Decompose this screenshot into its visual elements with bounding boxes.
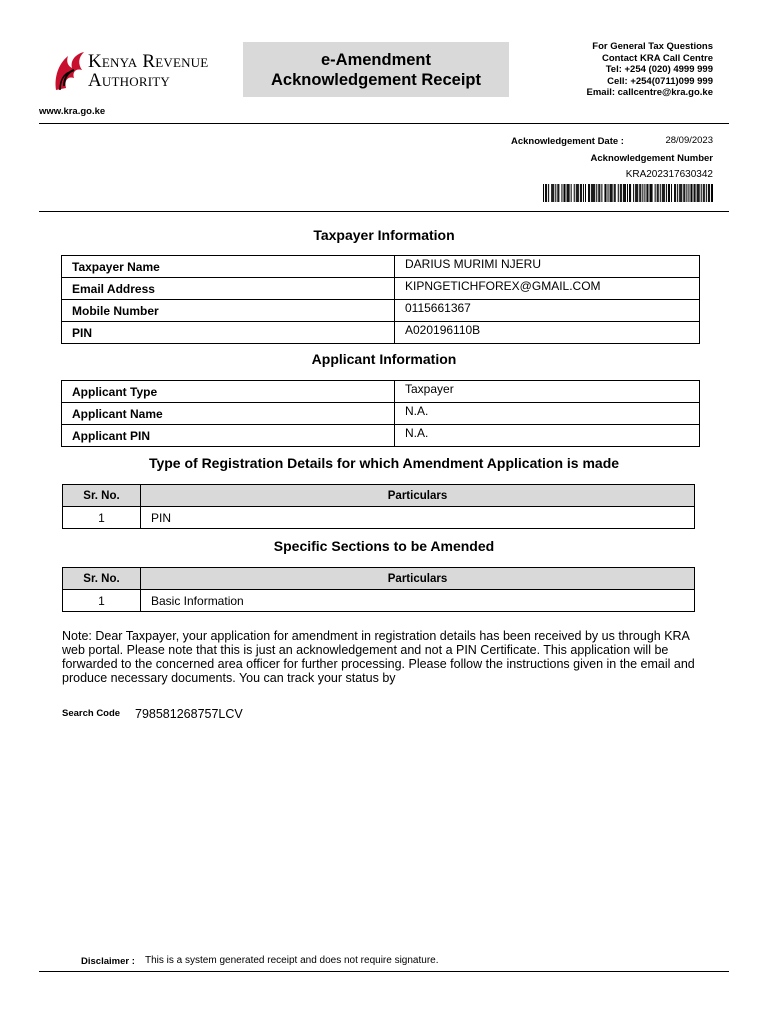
barcode-bar: [657, 184, 658, 202]
row-value: Taxpayer: [395, 381, 700, 403]
barcode: [543, 184, 713, 202]
barcode-bar: [553, 184, 554, 202]
barcode-bar: [567, 184, 568, 202]
row-value: DARIUS MURIMI NJERU: [395, 256, 700, 278]
barcode-bar: [620, 184, 621, 202]
barcode-bar: [704, 184, 705, 202]
col-header-particulars: Particulars: [141, 485, 695, 507]
barcode-bar: [630, 184, 631, 202]
barcode-bar: [578, 184, 579, 202]
barcode-bar: [583, 184, 584, 202]
barcode-bar: [697, 184, 698, 202]
contact-line: Contact KRA Call Centre: [601, 52, 713, 64]
ack-number-value: KRA202317630342: [625, 169, 713, 180]
org-name-line2: Authority: [88, 70, 170, 91]
barcode-bar: [650, 184, 651, 202]
barcode-bar: [555, 184, 556, 202]
barcode-bar: [577, 184, 578, 202]
barcode-bar: [557, 184, 558, 202]
barcode-bar: [585, 184, 586, 202]
barcode-bar: [618, 184, 619, 202]
barcode-bar: [601, 184, 602, 202]
contact-line: For General Tax Questions: [592, 41, 713, 52]
barcode-bar: [675, 184, 676, 202]
row-label: Applicant Name: [62, 403, 395, 425]
taxpayer-section-title: Taxpayer Information: [313, 227, 455, 243]
barcode-bar: [668, 184, 669, 202]
row-value: N.A.: [395, 403, 700, 425]
barcode-bar: [548, 184, 549, 202]
barcode-bar: [604, 184, 605, 202]
barcode-bar: [708, 184, 709, 202]
barcode-bar: [694, 184, 695, 202]
barcode-bar: [568, 184, 569, 202]
barcode-bar: [669, 184, 670, 202]
barcode-bar: [709, 184, 710, 202]
table-row: [62, 403, 700, 425]
barcode-bar: [666, 184, 667, 202]
row-label: Mobile Number: [62, 300, 395, 322]
row-value: KIPNGETICHFOREX@GMAIL.COM: [395, 278, 700, 300]
barcode-bar: [698, 184, 699, 202]
ack-date-label: Acknowledgement Date :: [511, 136, 624, 147]
barcode-bar: [569, 184, 570, 202]
sections-table: [62, 567, 695, 612]
barcode-bar: [660, 184, 661, 202]
row-value: A020196110B: [395, 322, 700, 344]
search-code-value: 798581268757LCV: [135, 707, 243, 721]
barcode-bar: [674, 184, 675, 202]
sections-section-title: Specific Sections to be Amended: [273, 538, 495, 554]
taxpayer-table: [61, 255, 700, 344]
barcode-bar: [677, 184, 678, 202]
row-label: Taxpayer Name: [62, 256, 395, 278]
barcode-bar: [571, 184, 572, 202]
contact-email: Email: callcentre@kra.go.ke: [586, 87, 713, 98]
barcode-bar: [671, 184, 672, 202]
barcode-bar: [574, 184, 575, 202]
cell-sr: 1: [63, 590, 141, 612]
barcode-bar: [651, 184, 652, 202]
barcode-bar: [652, 184, 653, 202]
barcode-bar: [627, 184, 628, 202]
barcode-bar: [565, 184, 566, 202]
barcode-bar: [561, 184, 562, 202]
barcode-bar: [647, 184, 648, 202]
contact-block: [587, 41, 714, 99]
barcode-bar: [636, 184, 637, 202]
table-row: [62, 381, 700, 403]
barcode-bar: [699, 184, 700, 202]
barcode-bar: [599, 184, 600, 202]
col-header-sr: Sr. No.: [63, 485, 141, 507]
cell-particulars: Basic Information: [141, 590, 695, 612]
barcode-bar: [625, 184, 626, 202]
table-row: [62, 322, 700, 344]
barcode-bar: [610, 184, 611, 202]
table-row: [63, 590, 695, 612]
applicant-section-title: Applicant Information: [311, 351, 457, 367]
barcode-bar: [588, 184, 589, 202]
receipt-title: [243, 42, 509, 97]
barcode-bar: [593, 184, 594, 202]
barcode-bar: [576, 184, 577, 202]
search-code-label: Search Code: [62, 708, 121, 719]
barcode-bar: [623, 184, 624, 202]
barcode-bar: [558, 184, 559, 202]
registration-table: [62, 484, 695, 529]
cell-sr: 1: [63, 507, 141, 529]
contact-phone: Tel: +254 (020) 4999 999: [605, 64, 713, 75]
ack-date-value: 28/09/2023: [665, 135, 713, 146]
contact-cell: Cell: +254(0711)099 999: [607, 75, 713, 87]
barcode-bar: [658, 184, 659, 202]
barcode-bar: [644, 184, 645, 202]
barcode-bar: [663, 184, 664, 202]
barcode-bar: [664, 184, 665, 202]
ack-number-label: Acknowledgement Number: [590, 153, 713, 164]
row-label: Applicant PIN: [62, 425, 395, 447]
col-header-particulars: Particulars: [141, 568, 695, 590]
barcode-bar: [563, 184, 564, 202]
barcode-bar: [633, 184, 634, 202]
barcode-bar: [551, 184, 552, 202]
barcode-bar: [646, 184, 647, 202]
barcode-bar: [624, 184, 625, 202]
registration-section-title: Type of Registration Details for which Amendment Application is made: [148, 455, 620, 471]
barcode-bar: [594, 184, 595, 202]
row-label: Email Address: [62, 278, 395, 300]
barcode-bar: [688, 184, 689, 202]
barcode-bar: [703, 184, 704, 202]
barcode-bar: [686, 184, 687, 202]
barcode-bar: [679, 184, 680, 202]
barcode-bar: [629, 184, 630, 202]
barcode-bar: [640, 184, 641, 202]
barcode-bar: [598, 184, 599, 202]
row-value: N.A.: [395, 425, 700, 447]
barcode-bar: [589, 184, 590, 202]
org-name: [88, 52, 208, 90]
barcode-bar: [611, 184, 612, 202]
table-row: [63, 507, 695, 529]
barcode-bar: [596, 184, 597, 202]
row-value: 0115661367: [395, 300, 700, 322]
applicant-table: [61, 380, 700, 447]
table-header-row: [63, 485, 695, 507]
barcode-bar: [706, 184, 707, 202]
barcode-bar: [635, 184, 636, 202]
barcode-bar: [639, 184, 640, 202]
divider: [39, 211, 729, 212]
disclaimer-text: This is a system generated receipt and does not require signature.: [145, 955, 439, 966]
org-name-line1: Kenya Revenue: [88, 51, 209, 72]
barcode-bar: [621, 184, 622, 202]
barcode-bar: [608, 184, 609, 202]
note-text: Note: Dear Taxpayer, your application for amendment in registration details has been received by us through KRA web portal. Please note that this is just an acknowledgement and not a PIN Certificate. This application will be forwarded to the concerned area officer for further processing. Please follow the instructions given in the email and produce necessary documents. You can track your status by: [62, 629, 695, 685]
barcode-bar: [581, 184, 582, 202]
barcode-bar: [712, 184, 713, 202]
barcode-bar: [612, 184, 613, 202]
table-row: [62, 278, 700, 300]
barcode-bar: [592, 184, 593, 202]
barcode-bar: [684, 184, 685, 202]
col-header-sr: Sr. No.: [63, 568, 141, 590]
cell-particulars: PIN: [141, 507, 695, 529]
barcode-bar: [552, 184, 553, 202]
title-line1: e-Amendment: [320, 50, 431, 69]
table-row: [62, 300, 700, 322]
disclaimer-label: Disclaimer :: [81, 956, 135, 967]
row-label: PIN: [62, 322, 395, 344]
barcode-bar: [637, 184, 638, 202]
barcode-bar: [690, 184, 691, 202]
divider: [39, 123, 729, 124]
title-line2: Acknowledgement Receipt: [271, 70, 481, 89]
barcode-bar: [695, 184, 696, 202]
barcode-bar: [614, 184, 615, 202]
barcode-bar: [662, 184, 663, 202]
barcode-bar: [681, 184, 682, 202]
barcode-bar: [543, 184, 544, 202]
barcode-bar: [545, 184, 546, 202]
barcode-bar: [655, 184, 656, 202]
barcode-bar: [615, 184, 616, 202]
table-header-row: [63, 568, 695, 590]
barcode-bar: [591, 184, 592, 202]
kra-logo-icon: [52, 50, 86, 94]
barcode-bar: [711, 184, 712, 202]
website-link[interactable]: www.kra.go.ke: [39, 106, 106, 117]
barcode-bar: [605, 184, 606, 202]
table-row: [62, 256, 700, 278]
divider: [39, 971, 729, 972]
barcode-bar: [642, 184, 643, 202]
barcode-bar: [683, 184, 684, 202]
barcode-bar: [691, 184, 692, 202]
table-row: [62, 425, 700, 447]
barcode-bar: [680, 184, 681, 202]
barcode-bar: [546, 184, 547, 202]
row-label: Applicant Type: [62, 381, 395, 403]
barcode-bar: [580, 184, 581, 202]
barcode-bar: [701, 184, 702, 202]
